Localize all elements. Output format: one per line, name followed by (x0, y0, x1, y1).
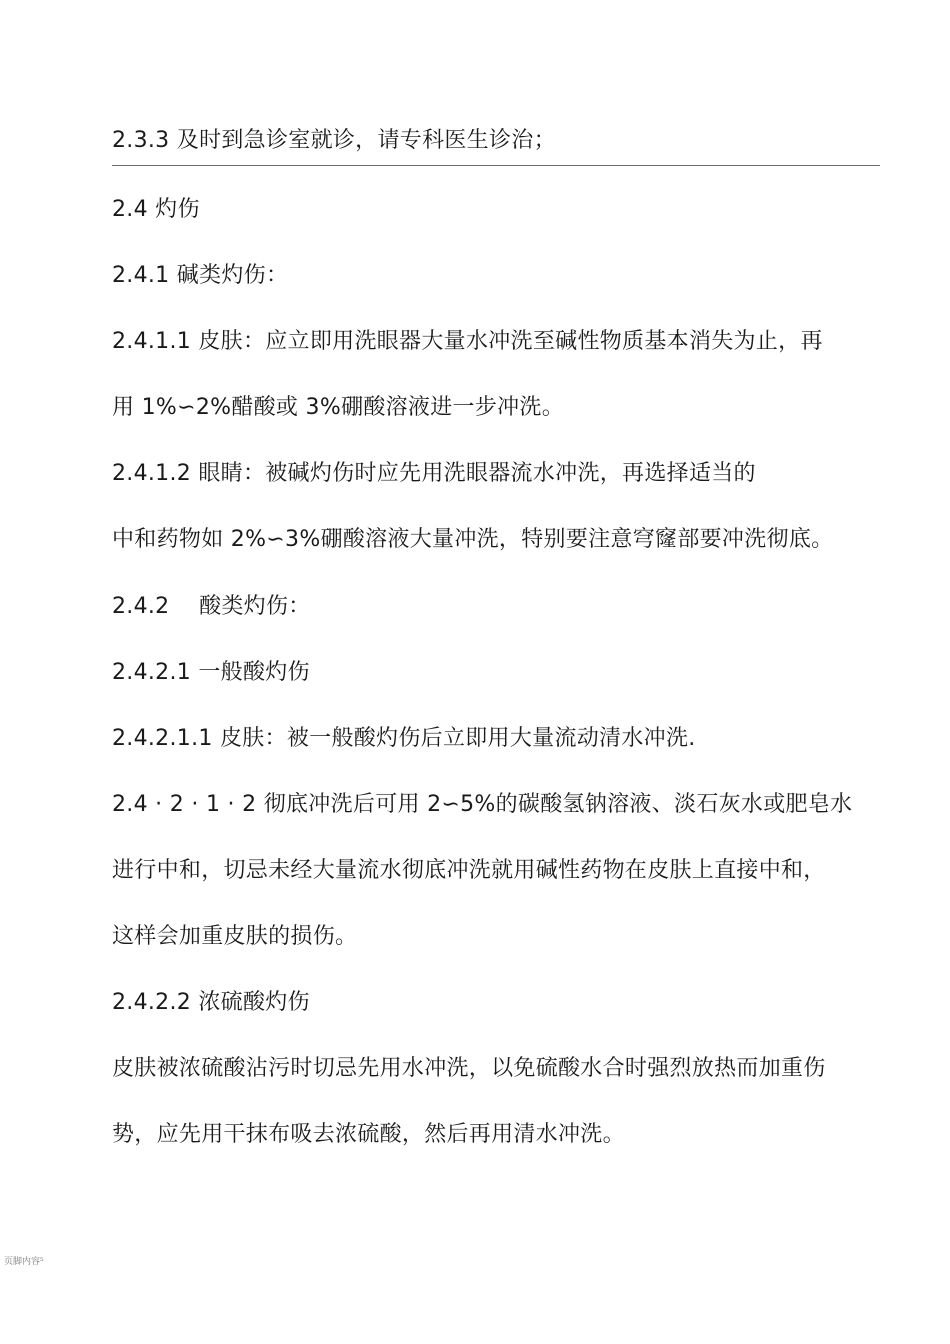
text-line-2-4-2-2-cont: 势，应先用干抹布吸去浓硫酸，然后再用清水冲洗。 (112, 1122, 625, 1147)
heading-2-4: 2.4 灼伤 (112, 197, 200, 222)
text-line-2-3-3: 2.3.3 及时到急诊室就诊，请专科医生诊治； (112, 128, 556, 153)
heading-2-4-2-2: 2.4.2.2 浓硫酸灼伤 (112, 990, 310, 1015)
heading-2-4-1: 2.4.1 碱类灼伤： (112, 263, 289, 288)
text-line-2-4-1-1: 2.4.1.1 皮肤：应立即用洗眼器大量水冲洗至碱性物质基本消失为止，再 (112, 329, 823, 354)
page-footer: 页脚内容⁵ (4, 1257, 44, 1267)
text-line-2-4-2-1-1: 2.4.2.1.1 皮肤：被一般酸灼伤后立即用大量流动清水冲洗. (112, 726, 696, 751)
text-line-2-4-1-2: 2.4.1.2 眼睛：被碱灼伤时应先用洗眼器流水冲洗，再选择适当的 (112, 461, 756, 486)
heading-2-4-2: 2.4.2 酸类灼伤： (112, 594, 311, 619)
text-line-2-4-1-2-cont: 中和药物如 2%∽3%硼酸溶液大量冲洗，特别要注意穹窿部要冲洗彻底。 (112, 527, 834, 552)
text-line-2-4-2-1-2-cont1: 进行中和，切忌未经大量流水彻底冲洗就用碱性药物在皮肤上直接中和， (112, 858, 826, 883)
heading-2-4-2-1: 2.4.2.1 一般酸灼伤 (112, 660, 310, 685)
text-line-2-4-2-2: 皮肤被浓硫酸沾污时切忌先用水冲洗，以免硫酸水合时强烈放热而加重伤 (112, 1056, 826, 1081)
text-line-2-4-2-1-2-cont2: 这样会加重皮肤的损伤。 (112, 924, 358, 949)
text-line-2-4-1-1-cont: 用 1%∽2%醋酸或 3%硼酸溶液进一步冲洗。 (112, 395, 565, 420)
text-line-2-4-2-1-2: 2.4 · 2 · 1 · 2 彻底冲洗后可用 2∽5%的碳酸氢钠溶液、淡石灰水或肥皂水 (112, 792, 853, 817)
header-divider (112, 165, 880, 166)
